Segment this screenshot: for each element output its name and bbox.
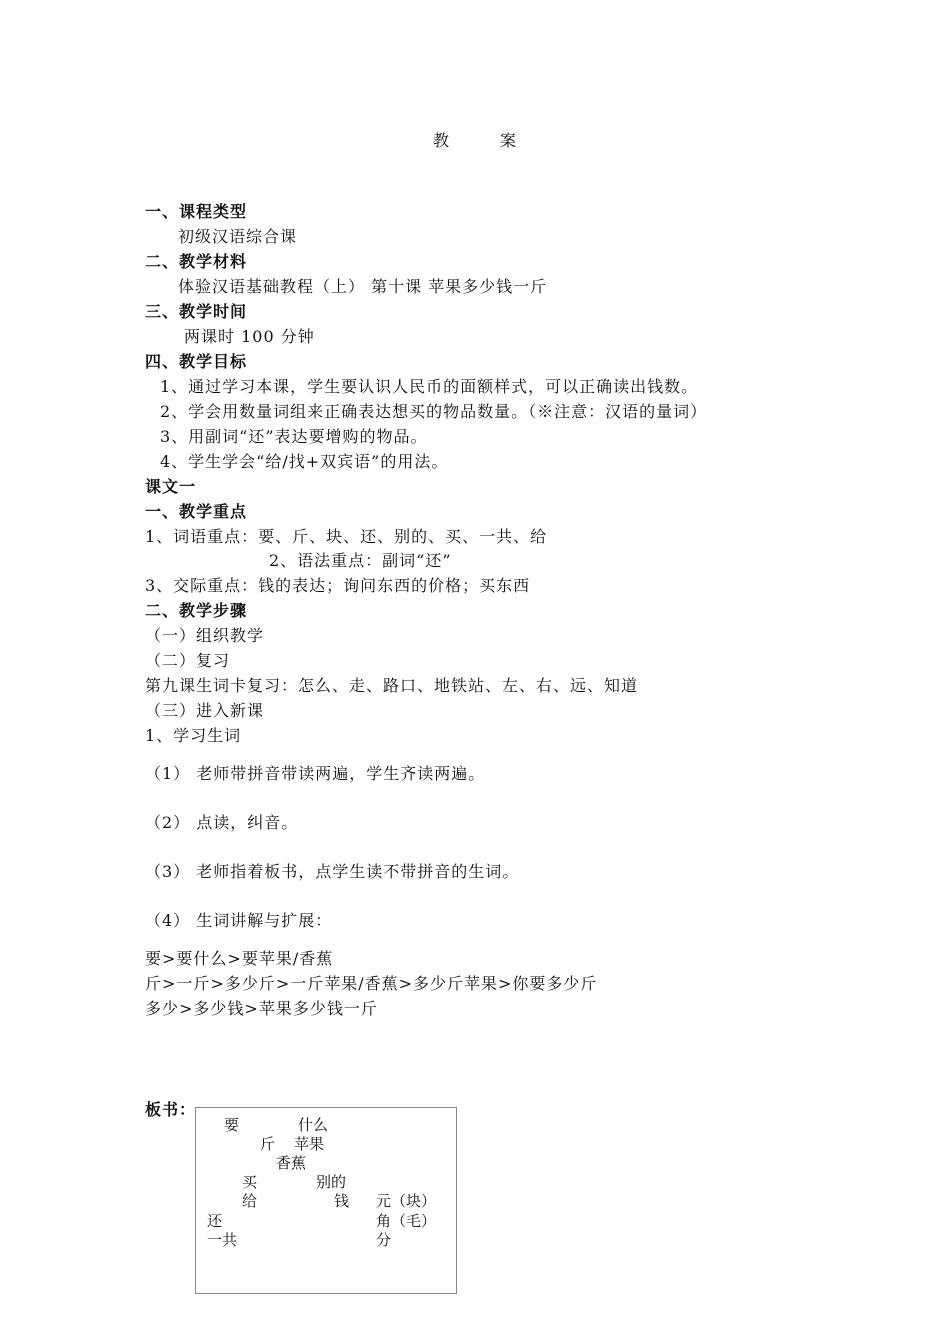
section-heading-goals: 四、教学目标	[145, 352, 248, 371]
section-heading-course-type: 一、课程类型	[145, 202, 248, 221]
focus-item: 2、语法重点：副词“还”	[269, 551, 452, 570]
board-word: 买	[242, 1173, 258, 1191]
board-word: 什么	[298, 1116, 329, 1134]
time-text: 两课时 100 分钟	[184, 327, 315, 346]
board-word: 一共	[207, 1231, 238, 1249]
focus-item: 1、词语重点：要、斤、块、还、别的、买、一共、给	[145, 527, 548, 546]
goal-item: 1、通过学习本课，学生要认识人民币的面额样式，可以正确读出钱数。	[160, 377, 699, 396]
section-heading-time: 三、教学时间	[145, 302, 248, 321]
board-word: 角（毛）	[376, 1212, 437, 1230]
sub-step: （4） 生词讲解与扩展：	[145, 911, 333, 930]
sub-step: （3） 老师指着板书，点学生读不带拼音的生词。	[145, 862, 520, 881]
board-word: 苹果	[294, 1135, 325, 1153]
step-review: （二）复习	[145, 651, 231, 670]
board-label: 板书：	[145, 1100, 197, 1119]
materials-text: 体验汉语基础教程（上） 第十课 苹果多少钱一斤	[178, 277, 548, 296]
goal-item: 2、学会用数量词组来正确表达想买的物品数量。（※注意：汉语的量词）	[160, 402, 708, 421]
section-heading-steps: 二、教学步骤	[145, 601, 248, 620]
board-word: 要	[224, 1116, 240, 1134]
expansion-line: 要>要什么>要苹果/香蕉	[145, 949, 334, 968]
review-text: 第九课生词卡复习：怎么、走、路口、地铁站、左、右、远、知道	[145, 676, 639, 695]
goal-item: 3、用副词“还”表达要增购的物品。	[160, 427, 428, 446]
expansion-line: 多少>多少钱>苹果多少钱一斤	[145, 999, 378, 1018]
focus-item: 3、交际重点：钱的表达；询问东西的价格；买东西	[145, 576, 531, 595]
goal-item: 4、学生学会“给/找+双宾语”的用法。	[160, 452, 449, 471]
board-word: 斤	[260, 1135, 276, 1153]
step-new-lesson: （三）进入新课	[145, 701, 265, 720]
board-word: 元（块）	[376, 1192, 437, 1210]
board-word: 还	[207, 1212, 223, 1230]
board-word: 香蕉	[276, 1154, 307, 1172]
doc-title-char-2: 案	[500, 131, 518, 150]
board-word: 分	[376, 1231, 392, 1249]
expansion-line: 斤>一斤>多少斤>一斤苹果/香蕉>多少斤苹果>你要多少斤	[145, 974, 598, 993]
board-word: 钱	[334, 1192, 350, 1210]
sub-step: （1） 老师带拼音带读两遍，学生齐读两遍。	[145, 764, 486, 783]
learn-vocab: 1、学习生词	[145, 726, 242, 745]
course-type-text: 初级汉语综合课	[178, 227, 298, 246]
sub-step: （2） 点读，纠音。	[145, 813, 299, 832]
lesson-heading: 课文一	[145, 477, 197, 496]
section-heading-focus: 一、教学重点	[145, 502, 248, 521]
doc-title-char-1: 教	[433, 131, 451, 150]
section-heading-materials: 二、教学材料	[145, 252, 248, 271]
board-word: 别的	[316, 1173, 347, 1191]
step-organize: （一）组织教学	[145, 626, 265, 645]
board-word: 给	[242, 1192, 258, 1210]
